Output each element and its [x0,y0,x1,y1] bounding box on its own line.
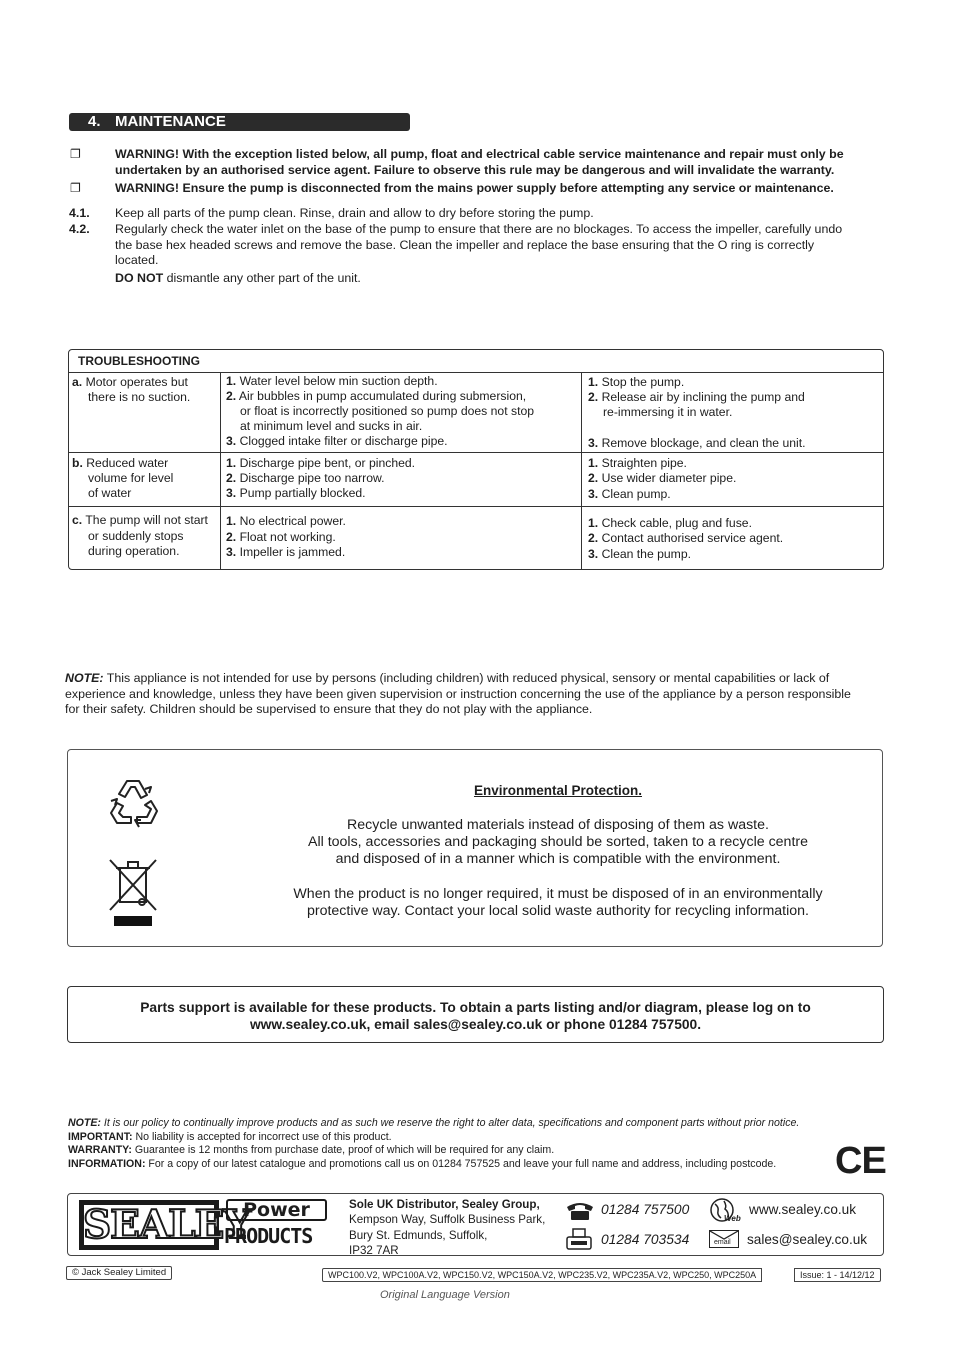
cause-a-3: 3. Clogged intake filter or discharge pipe. [226,434,448,448]
ce-mark-icon: CE [835,1140,886,1182]
remedy-a-2-cont: re-immersing it in water. [603,405,733,419]
note-label: NOTE: [65,671,104,685]
env-title-wrap [283,782,833,800]
section-number: 4. [88,113,101,130]
remedy-c-1: 1. Check cable, plug and fuse. [588,516,752,530]
problem-a: a. Motor operates but [72,375,188,389]
remedy-b-3: 3. Clean pump. [588,487,671,501]
copyright-label: © Jack Sealey Limited [66,1266,172,1280]
sealey-logo-text: SEALEY [83,1202,251,1248]
problem-b: b. Reduced water [72,456,169,470]
environmental-protection-box [67,749,883,947]
checkbox-bullet-icon: ❐ [70,147,81,161]
section-title: MAINTENANCE [115,113,226,130]
do-not-line [115,271,884,287]
power-logo-text: Power [226,1199,327,1221]
address-line: IP32 7AR [349,1243,399,1257]
email-envelope-icon [709,1230,739,1248]
cause-a-2: 2. Air bubbles in pump accumulated during submersion, [226,389,527,403]
distributor-footer [67,1193,884,1256]
problem-a-line: there is no suction. [88,390,191,404]
note-line: for their safety. Children should be supervised to ensure that they do not play with the appliance. [65,702,593,717]
distributor-info [349,1197,545,1258]
products-logo-text: PRODUCTS [224,1224,313,1248]
policy-note: NOTE: It is our policy to continually improve products and as such we reserve the right to alter data, specifications and component parts without prior notice. [68,1117,800,1129]
cause-a-2-cont: or float is incorrectly positioned so pump does not stop [240,404,535,418]
warning-line: WARNING! With the exception listed below, all pump, float and electrical cable service maintenance and repair must only be [115,147,844,161]
env-paragraph-1: Recycle unwanted materials instead of disposing of them as waste. All tools, accessories and packaging should be sorted, taken to a recycle centre and disposed of in a manner which is compatible with the environment. [308,817,808,867]
issue-label: Issue: 1 - 14/12/12 [794,1268,881,1282]
legal-notes [68,1117,838,1171]
information-note: INFORMATION: For a copy of our latest catalogue and promotions call us on 01284 757525 and leave your full name and address, including postcode. [68,1157,777,1170]
remedy-a-1: 1. Stop the pump. [588,375,685,389]
do-not-rest: dismantle any other part of the unit. [163,270,361,285]
telephone-icon [565,1199,595,1221]
problem-b-line: of water [88,486,132,500]
step-label: 4.1. [69,206,90,220]
note-line: NOTE: This appliance is not intended for use by persons (including children) with reduced physical, sensory or mental capabilities or lack of [65,671,830,685]
step-line: the base hex headed screws and remove the base. Clean the impeller and replace the base ensuring that the O ring is correctly [115,237,815,252]
step-line: Regularly check the water inlet on the base of the pump to ensure that there are no blockages. To access the impeller, carefully undo [115,222,843,236]
weee-crossed-bin-icon [108,858,160,930]
warning-line: WARNING! Ensure the pump is disconnected from the mains power supply before attempting any service or maintenance. [115,181,834,195]
table-divider [220,372,221,569]
cause-a-1: 1. Water level below min suction depth. [226,374,438,388]
cause-b-3: 3. Pump partially blocked. [226,486,366,500]
web-icon-label: Web [724,1214,741,1223]
cause-b-1: 1. Discharge pipe bent, or pinched. [226,456,416,470]
checkbox-bullet-icon: ❐ [70,181,81,195]
warning-line: undertaken by an authorised service agent. Failure to observe this rule may be dangerous and will invalidate the warranty. [115,163,835,177]
phone-number[interactable]: 01284 757500 [601,1202,690,1217]
remedy-a-3: 3. Remove blockage, and clean the unit. [588,436,806,450]
troubleshooting-title: TROUBLESHOOTING [78,354,200,368]
email-icon-label: email [714,1239,731,1246]
problem-c-line: or suddenly stops [88,529,184,543]
fax-icon [565,1227,593,1251]
section-header-maintenance [69,113,410,131]
step-line: located. [115,253,159,267]
remedy-a-2: 2. Release air by inclining the pump and [588,390,805,404]
important-note: IMPORTANT: No liability is accepted for incorrect use of this product. [68,1130,392,1143]
recycle-icon [105,775,163,831]
problem-c: c. The pump will not start [72,513,208,527]
parts-support-line: www.sealey.co.uk, email sales@sealey.co.uk or phone 01284 757500. [249,1017,702,1032]
table-divider [581,372,582,569]
model-list: WPC100.V2, WPC100A.V2, WPC150.V2, WPC150A.V2, WPC235.V2, WPC235A.V2, WPC250, WPC250A [322,1268,762,1282]
warranty-note: WARRANTY: Guarantee is 12 months from purchase date, proof of which will be required for any claim. [68,1144,555,1156]
original-language-label: Original Language Version [380,1289,510,1301]
note-line: experience and knowledge, unless they have been given supervision or instruction concerning the use of the appliance by a person responsible [65,686,851,701]
step-4-2 [69,222,884,286]
env-title: Environmental Protection. [473,783,643,798]
step-label: 4.2. [69,222,90,236]
problem-b-line: volume for level [88,471,174,485]
website-link[interactable]: www.sealey.co.uk [749,1202,857,1217]
parts-support-line: Parts support is available for these products. To obtain a parts listing and/or diagram, please log on to [140,1000,811,1015]
table-divider [69,372,883,373]
cause-c-1: 1. No electrical power. [226,514,346,528]
remedy-b-1: 1. Straighten pipe. [588,456,687,470]
do-not-bold: DO NOT [115,270,164,285]
cause-c-2: 2. Float not working. [226,530,336,544]
table-divider [69,452,883,453]
remedy-c-3: 3. Clean the pump. [588,547,691,561]
sealey-logo [79,1200,251,1250]
cause-a-2-cont: at minimum level and sucks in air. [240,419,423,433]
step-line: Keep all parts of the pump clean. Rinse, drain and allow to dry before storing the pump. [115,206,594,220]
fax-number[interactable]: 01284 703534 [601,1232,690,1247]
env-paragraph-2: When the product is no longer required, it must be disposed of in an environmentally protective way. Contact your local solid waste authority for recycling information. [293,886,823,919]
troubleshooting-table [68,349,884,570]
cause-c-3: 3. Impeller is jammed. [226,545,346,559]
email-link[interactable]: sales@sealey.co.uk [747,1232,868,1247]
warning-2 [70,180,880,196]
cause-b-2: 2. Discharge pipe too narrow. [226,471,385,485]
step-4-1 [69,206,884,222]
problem-c-line: during operation. [88,544,180,558]
remedy-b-2: 2. Use wider diameter pipe. [588,471,737,485]
warning-1 [70,146,880,178]
table-divider [69,506,883,507]
parts-support-box [67,986,884,1043]
safety-note [65,671,885,718]
address-line: Kempson Way, Suffolk Business Park, [349,1213,546,1227]
address-line: Bury St. Edmunds, Suffolk, [349,1228,488,1242]
remedy-c-2: 2. Contact authorised service agent. [588,531,784,545]
distributor-title: Sole UK Distributor, Sealey Group, [349,1198,540,1211]
